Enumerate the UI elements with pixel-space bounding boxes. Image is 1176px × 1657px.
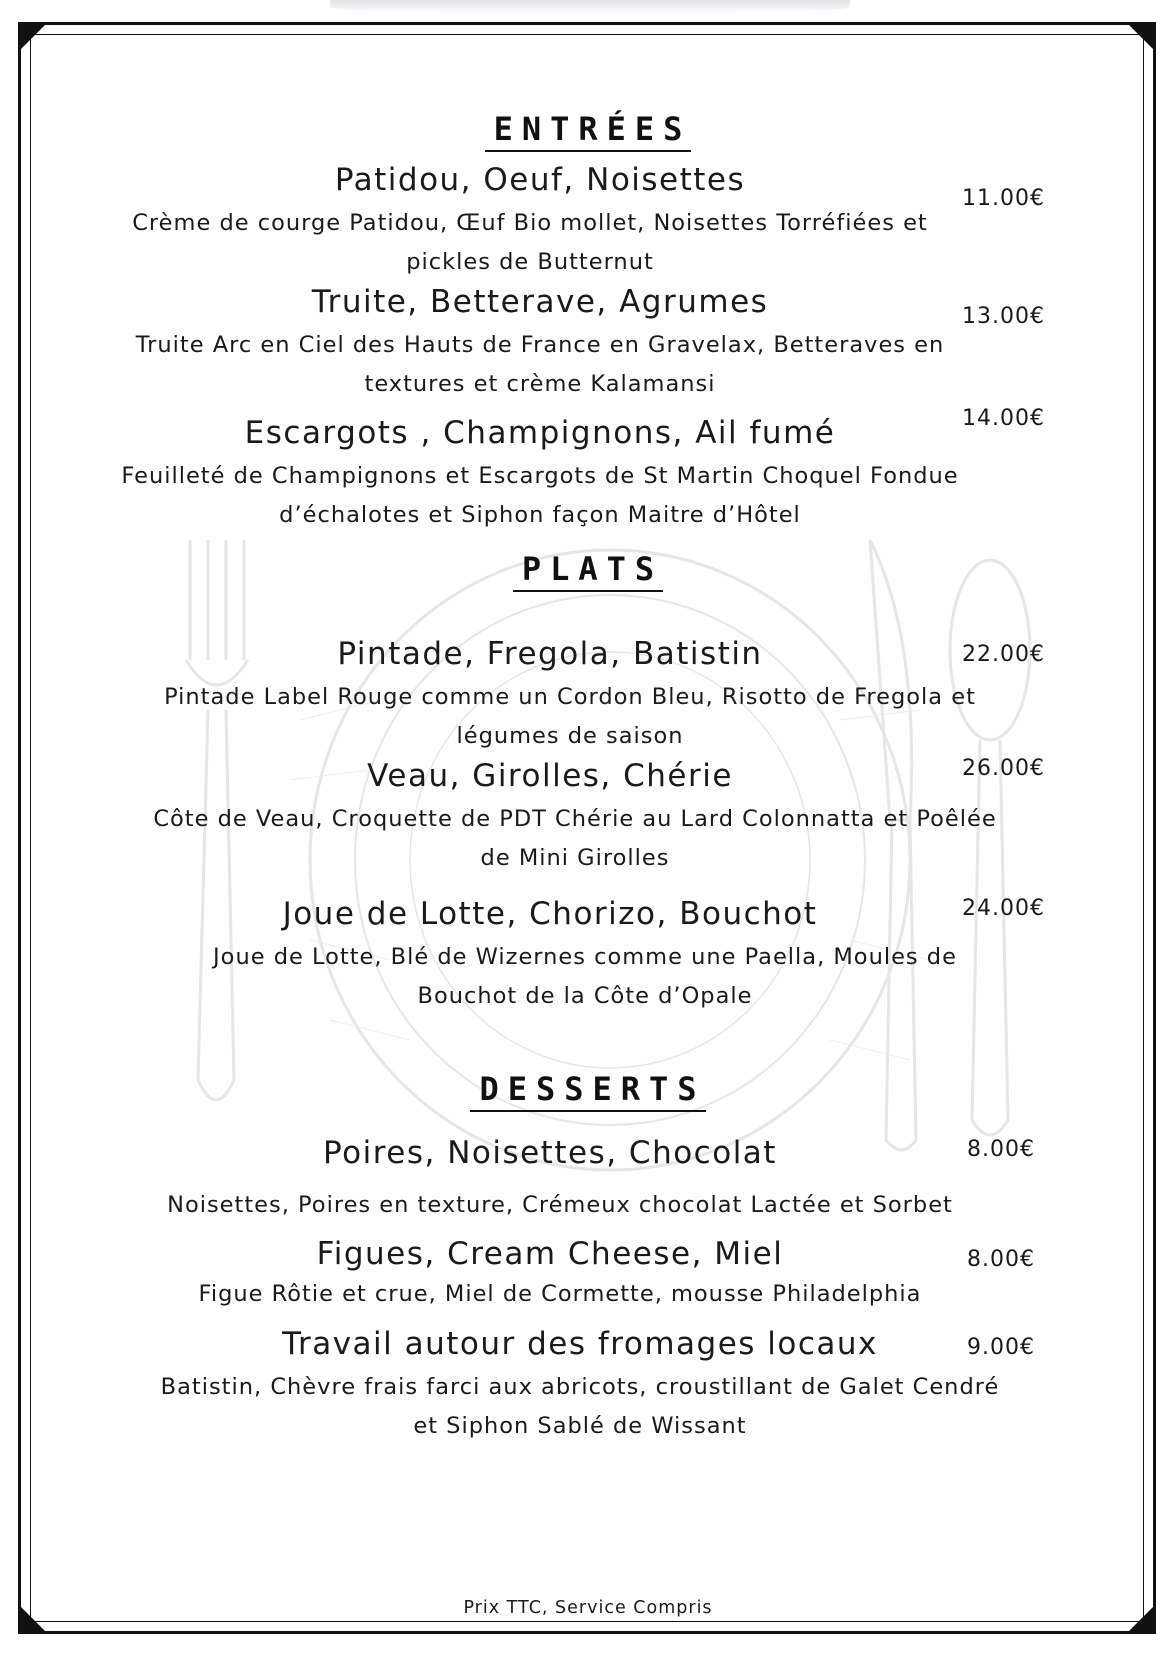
dish-description: Pintade Label Rouge comme un Cordon Bleu, Risotto de Fregola et légumes de saison <box>164 684 976 749</box>
corner-ornament-top-left <box>18 22 48 52</box>
dish-description: Figue Rôtie et crue, Miel de Cormette, mousse Philadelphia <box>198 1281 922 1307</box>
section-title-plats: PLATS <box>0 550 1176 588</box>
section-title-entrees: ENTRÉES <box>0 110 1176 148</box>
dish-description: Batistin, Chèvre frais farci aux abricots, croustillant de Galet Cendré et Siphon Sablé de Wissant <box>160 1374 1000 1439</box>
dish-description: Côte de Veau, Croquette de PDT Chérie au Lard Colonnatta et Poêlée de Mini Girolles <box>153 806 997 871</box>
dish-price: 11.00€ <box>962 186 1045 211</box>
dish-price: 13.00€ <box>962 304 1045 329</box>
dish-description: Joue de Lotte, Blé de Wizernes comme une Paella, Moules de Bouchot de la Côte d’Opale <box>213 944 957 1009</box>
dish-name: Joue de Lotte, Chorizo, Bouchot <box>282 896 818 932</box>
dish-name: Truite, Betterave, Agrumes <box>311 284 769 320</box>
dish-price: 26.00€ <box>962 756 1045 781</box>
dish-name: Pintade, Fregola, Batistin <box>337 636 763 672</box>
corner-ornament-top-right <box>1126 22 1156 52</box>
dish-name: Patidou, Oeuf, Noisettes <box>334 162 746 198</box>
dish-price: 22.00€ <box>962 642 1045 667</box>
dish-description: Feuilleté de Champignons et Escargots de St Martin Choquel Fondue d’échalotes et Siphon façon Maitre d’Hôtel <box>121 463 959 528</box>
dish-price: 24.00€ <box>962 896 1045 921</box>
section-title-desserts: DESSERTS <box>0 1070 1176 1108</box>
footer-note: Prix TTC, Service Compris <box>463 1598 713 1618</box>
dish-price: 14.00€ <box>962 406 1045 431</box>
page-top-shadow <box>330 0 850 14</box>
dish-description: Noisettes, Poires en texture, Crémeux chocolat Lactée et Sorbet <box>167 1192 953 1218</box>
dish-name: Travail autour des fromages locaux <box>282 1326 878 1362</box>
dish-description: Truite Arc en Ciel des Hauts de France en Gravelax, Betteraves en textures et crème Kalamansi <box>135 332 945 397</box>
dish-name: Figues, Cream Cheese, Miel <box>316 1236 784 1272</box>
dish-price: 8.00€ <box>967 1247 1035 1272</box>
dish-description: Crème de courge Patidou, Œuf Bio mollet, Noisettes Torréfiées et pickles de Butternut <box>132 210 928 275</box>
dish-name: Escargots , Champignons, Ail fumé <box>244 415 836 451</box>
dish-name: Veau, Girolles, Chérie <box>367 758 733 794</box>
dish-name: Poires, Noisettes, Chocolat <box>323 1135 777 1171</box>
dish-price: 9.00€ <box>967 1335 1035 1360</box>
dish-price: 8.00€ <box>967 1137 1035 1162</box>
